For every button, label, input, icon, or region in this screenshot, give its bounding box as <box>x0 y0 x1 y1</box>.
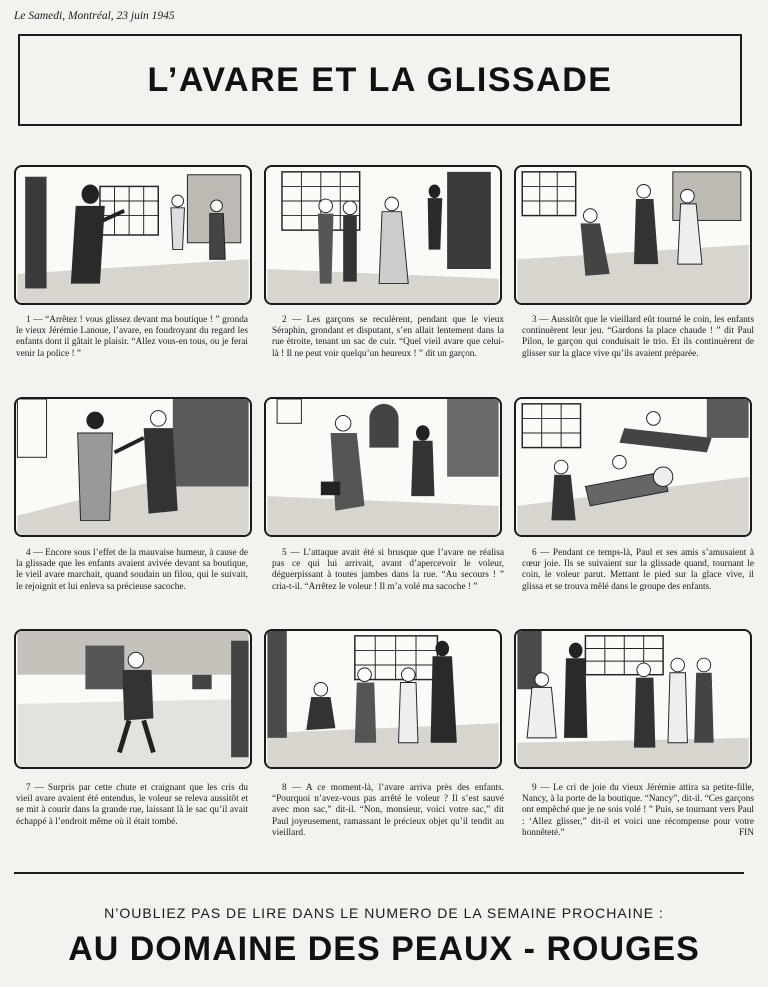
comic-panel-9 <box>514 629 752 769</box>
panel-4-caption: 4 — Encore sous l’effet de la mauvaise humeur, à cause de la glissade que les enfants avaient avivée devant sa boutique, le vieil avare marchait, quand soudain un filou, qui le suivait, le rejoignit et lui enleva sa précieuse sacoche. <box>16 548 248 592</box>
panel-6-caption: 6 — Pendant ce temps-là, Paul et ses amis s’amusaient à cœur joie. Ils se suivaient sur la glissade quand, tournant le coin, le voleur parut. Mettant le pied sur la glace vive, il glissa et se trouva mêlé dans le groupe des enfants. <box>522 548 754 592</box>
panel-5-illustration <box>266 399 500 535</box>
panel-9-illustration <box>516 631 750 767</box>
panel-8-caption: 8 — A ce moment-là, l’avare arriva près des enfants. “Pourquoi n’avez-vous pas arrêté le voleur ? Il s’est sauvé avec mon sac,” dit-il. “Non, monsieur, voici votre sac,” dit Paul joyeusement, ramassant le précieux objet qu’il tendit au vieillard. <box>272 783 504 838</box>
panel-5-caption: 5 — L’attaque avait été si brusque que l’avare ne réalisa pas ce qui lui arrivait, avant d’apercevoir le voleur, déguerpissant à toutes jambes dans la rue. “Au secours ! ” cria-t-il. “Arrêtez le voleur ! Il m’a volé ma sacoche ! ” <box>272 548 504 592</box>
end-mark: FIN <box>739 827 754 838</box>
page-title: L’AVARE ET LA GLISSADE <box>147 60 613 99</box>
comic-panel-1 <box>14 165 252 305</box>
panel-4-illustration <box>16 399 250 535</box>
panel-6-illustration <box>516 399 750 535</box>
comic-panel-5 <box>264 397 502 537</box>
panel-1-caption: 1 — “Arrêtez ! vous glissez devant ma boutique ! ” gronda le vieux Jérémie Lanoue, l’avare, en foudroyant du regard les enfants dont il gâtait le plaisir. “Allez vous-en tous, ou je ferai venir la police ! ” <box>16 315 248 359</box>
panel-3-caption: 3 — Aussitôt que le vieillard eût tourné le coin, les enfants continuèrent leur jeu. “Gardons la place chaude ! ” dit Paul Pilon, le garçon qui conduisait le trio. Et ils continuèrent de glisser sur la glace vive qu’ils avaient préparée. <box>522 315 754 359</box>
panel-7-illustration <box>16 631 250 767</box>
promo-line: N’OUBLIEZ PAS DE LIRE DANS LE NUMERO DE LA SEMAINE PROCHAINE : <box>104 905 664 921</box>
comic-panel-4 <box>14 397 252 537</box>
comic-panel-3 <box>514 165 752 305</box>
divider-rule <box>14 872 744 874</box>
comic-panel-7 <box>14 629 252 769</box>
comic-panel-6 <box>514 397 752 537</box>
panel-7-caption: 7 — Surpris par cette chute et craignant que les cris du vieil avare avaient été entendus, le voleur se releva aussitôt et se mit à courir dans la grande rue, laissant là le sac qu’il avait échappé à l’endroit même où il était tombé. <box>16 783 248 827</box>
panel-3-illustration <box>516 167 750 303</box>
panel-1-illustration <box>16 167 250 303</box>
panel-8-illustration <box>266 631 500 767</box>
comic-panel-8 <box>264 629 502 769</box>
page-header: Le Samedi, Montréal, 23 juin 1945 <box>14 10 175 22</box>
panel-2-illustration <box>266 167 500 303</box>
title-box <box>18 34 742 126</box>
panel-9-caption-text: 9 — Le cri de joie du vieux Jérémie attira sa petite-fille, Nancy, à la porte de la boutique. “Nancy”, dit-il. “Ces garçons ont empêché que je ne sois volé ! ” Puis, se tournant vers Paul : ‘Allez glisser,” dit-il et voici une récompense pour votre honnêteté.” <box>522 783 754 838</box>
comic-panel-2 <box>264 165 502 305</box>
panel-9-caption <box>522 783 754 839</box>
panel-2-caption: 2 — Les garçons se reculèrent, pendant que le vieux Séraphin, grondant et disputant, s’en allait lentement dans la rue étroite, tenant un sac de cuir. “Quel vieil avare que celui-là ! Il ne peut voir quelqu’un heureux ! ” dit un garçon. <box>272 315 504 359</box>
promo-title: AU DOMAINE DES PEAUX - ROUGES <box>68 930 700 968</box>
